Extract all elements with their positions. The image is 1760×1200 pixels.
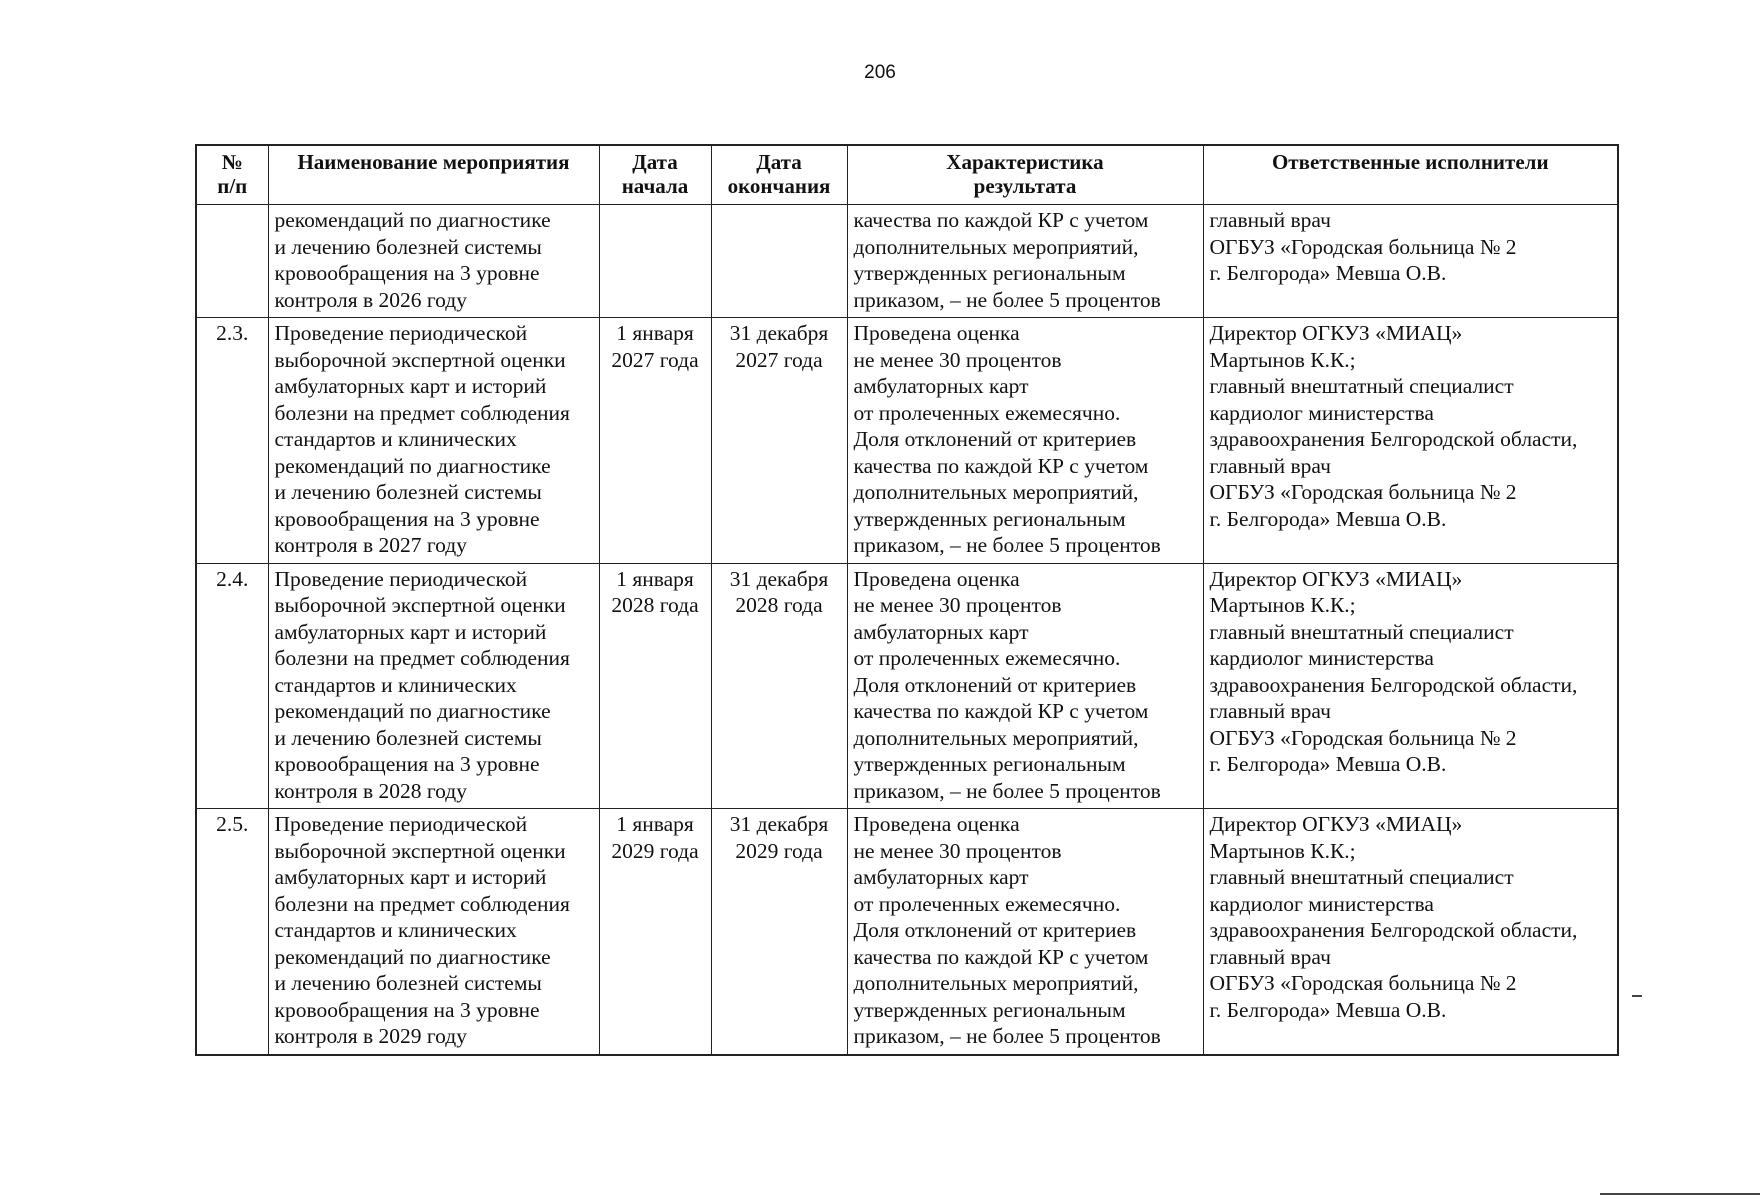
cell-line: от пролеченных ежемесячно.	[853, 646, 1121, 670]
result-cell	[847, 809, 1203, 1055]
cell-line: Мартынов К.К.;	[1209, 593, 1356, 617]
measure-name-cell	[268, 205, 599, 318]
cell-line: кровообращения на 3 уровне	[274, 506, 540, 531]
row-number-cell: 2.5.	[196, 809, 268, 1055]
cell-line: болезни на предмет соблюдения	[274, 891, 570, 916]
row-number-cell: 2.4.	[196, 563, 268, 809]
cell-line: утвержденных региональным	[853, 506, 1126, 531]
cell-line: и лечению болезней системы	[274, 480, 542, 504]
cell-line: качества по каждой КР с учетом	[853, 208, 1149, 232]
cell-line: Доля отклонений от критериев	[853, 427, 1137, 451]
cell-line: г. Белгорода» Мевша О.В.	[1209, 752, 1447, 776]
header-result	[847, 145, 1203, 205]
cell-line: главный внештатный специалист	[1209, 374, 1514, 398]
cell-line: главный внештатный специалист	[1209, 865, 1514, 889]
page-number: 206	[864, 62, 896, 83]
scan-mark-right	[1632, 995, 1642, 997]
cell-line: главный внештатный специалист	[1209, 619, 1514, 644]
cell-line: 2027 года	[611, 347, 699, 372]
cell-line: рекомендаций по диагностике	[274, 944, 551, 969]
cell-line: амбулаторных карт и историй	[274, 374, 547, 398]
start-date-cell	[599, 205, 711, 318]
table-body	[196, 205, 1618, 1055]
cell-line: Доля отклонений от критериев	[853, 672, 1137, 697]
cell-line: утвержденных региональным	[853, 261, 1126, 285]
cell-line: г. Белгорода» Мевша О.В.	[1209, 997, 1447, 1022]
cell-line: приказом, – не более 5 процентов	[853, 287, 1161, 312]
cell-line: Проведение периодической	[274, 321, 528, 345]
cell-line: не менее 30 процентов	[853, 838, 1062, 863]
cell-line: амбулаторных карт и историй	[274, 619, 547, 644]
cell-line: главный врач	[1209, 208, 1331, 232]
cell-line: контроля в 2026 году	[274, 287, 467, 312]
end-date-cell	[711, 205, 847, 318]
cell-line: главный врач	[1209, 453, 1331, 478]
scan-mark-bottom	[1600, 1193, 1760, 1195]
cell-line: рекомендаций по диагностике	[274, 453, 551, 478]
cell-line: от пролеченных ежемесячно.	[853, 400, 1121, 425]
cell-line: г. Белгорода» Мевша О.В.	[1209, 261, 1447, 285]
header-num	[196, 145, 268, 205]
cell-line: болезни на предмет соблюдения	[274, 400, 570, 425]
cell-line: стандартов и клинических	[274, 427, 517, 451]
cell-line: Директор ОГКУЗ «МИАЦ»	[1209, 812, 1463, 836]
cell-line: 2029 года	[735, 838, 823, 863]
cell-line: Доля отклонений от критериев	[853, 918, 1137, 942]
cell-line: рекомендаций по диагностике	[274, 699, 551, 723]
cell-line: Ответственные исполнители	[1271, 150, 1549, 174]
cell-line: Директор ОГКУЗ «МИАЦ»	[1209, 321, 1463, 345]
cell-line: Проведена оценка	[853, 812, 1020, 836]
header-executors	[1203, 145, 1618, 205]
cell-line: кровообращения на 3 уровне	[274, 752, 540, 776]
cell-line: Дата	[632, 150, 678, 174]
measure-name-cell	[268, 318, 599, 564]
executors-cell	[1203, 563, 1618, 809]
cell-line: Проведение периодической	[274, 812, 528, 836]
cell-line: главный врач	[1209, 944, 1331, 969]
cell-line: 31 декабря	[729, 566, 829, 591]
cell-line: амбулаторных карт	[853, 374, 1029, 398]
cell-line: п/п	[217, 174, 248, 198]
cell-line: начала	[621, 174, 689, 198]
cell-line: рекомендаций по диагностике	[274, 208, 551, 232]
cell-line: здравоохранения Белгородской области,	[1209, 918, 1578, 942]
result-cell	[847, 318, 1203, 564]
cell-line: 1 января	[616, 321, 694, 345]
cell-line: контроля в 2028 году	[274, 778, 467, 803]
cell-line: Дата	[756, 150, 802, 174]
cell-line: утвержденных региональным	[853, 997, 1126, 1022]
cell-line: здравоохранения Белгородской области,	[1209, 427, 1578, 451]
cell-line: результата	[973, 174, 1077, 198]
cell-line: не менее 30 процентов	[853, 347, 1062, 372]
cell-line: болезни на предмет соблюдения	[274, 646, 570, 670]
cell-line: дополнительных мероприятий,	[853, 725, 1139, 750]
cell-line: 2028 года	[735, 593, 823, 617]
cell-line: приказом, – не более 5 процентов	[853, 778, 1161, 803]
cell-line: 2027 года	[735, 347, 823, 372]
cell-line: кардиолог министерства	[1209, 891, 1434, 916]
cell-line: контроля в 2029 году	[274, 1024, 467, 1048]
cell-line: приказом, – не более 5 процентов	[853, 533, 1161, 557]
cell-line: дополнительных мероприятий,	[853, 234, 1139, 259]
cell-line: не менее 30 процентов	[853, 593, 1062, 617]
result-cell	[847, 205, 1203, 318]
cell-line: выборочной экспертной оценки	[274, 593, 566, 617]
cell-line: Мартынов К.К.;	[1209, 347, 1356, 372]
table-row	[196, 809, 1618, 1055]
cell-line: от пролеченных ежемесячно.	[853, 891, 1121, 916]
cell-line: амбулаторных карт	[853, 865, 1029, 889]
cell-line: утвержденных региональным	[853, 752, 1126, 776]
measure-name-cell	[268, 809, 599, 1055]
end-date-cell	[711, 318, 847, 564]
start-date-cell	[599, 809, 711, 1055]
cell-line: дополнительных мероприятий,	[853, 480, 1139, 504]
cell-line: г. Белгорода» Мевша О.В.	[1209, 506, 1447, 531]
executors-cell	[1203, 809, 1618, 1055]
cell-line: ОГБУЗ «Городская больница № 2	[1209, 971, 1517, 995]
cell-line: ОГБУЗ «Городская больница № 2	[1209, 725, 1517, 750]
executors-cell	[1203, 205, 1618, 318]
cell-line: амбулаторных карт	[853, 619, 1029, 644]
cell-line: Проведение периодической	[274, 566, 528, 591]
measures-table-wrapper	[195, 144, 1617, 1056]
cell-line: 2028 года	[611, 593, 699, 617]
header-name	[268, 145, 599, 205]
cell-line: выборочной экспертной оценки	[274, 347, 566, 372]
cell-line: главный врач	[1209, 699, 1331, 723]
start-date-cell	[599, 318, 711, 564]
table-row	[196, 563, 1618, 809]
cell-line: №	[221, 150, 243, 174]
cell-line: ОГБУЗ «Городская больница № 2	[1209, 234, 1517, 259]
result-cell	[847, 563, 1203, 809]
cell-line: кардиолог министерства	[1209, 646, 1434, 670]
cell-line: Проведена оценка	[853, 321, 1020, 345]
table-header-row	[196, 145, 1618, 205]
cell-line: 31 декабря	[729, 812, 829, 836]
cell-line: окончания	[727, 174, 831, 198]
executors-cell	[1203, 318, 1618, 564]
cell-line: 1 января	[616, 812, 694, 836]
cell-line: амбулаторных карт и историй	[274, 865, 547, 889]
cell-line: Директор ОГКУЗ «МИАЦ»	[1209, 566, 1463, 591]
row-number-cell	[196, 205, 268, 318]
table-row	[196, 318, 1618, 564]
table-row	[196, 205, 1618, 318]
header-end-date	[711, 145, 847, 205]
cell-line: Наименование мероприятия	[297, 150, 570, 174]
cell-line: ОГБУЗ «Городская больница № 2	[1209, 480, 1517, 504]
cell-line: Мартынов К.К.;	[1209, 838, 1356, 863]
cell-line: Характеристика	[946, 150, 1104, 174]
cell-line: качества по каждой КР с учетом	[853, 944, 1149, 969]
cell-line: кровообращения на 3 уровне	[274, 997, 540, 1022]
cell-line: кардиолог министерства	[1209, 400, 1434, 425]
cell-line: Проведена оценка	[853, 566, 1020, 591]
cell-line: контроля в 2027 году	[274, 533, 467, 557]
row-number-cell: 2.3.	[196, 318, 268, 564]
measures-table	[195, 144, 1619, 1056]
cell-line: качества по каждой КР с учетом	[853, 453, 1149, 478]
cell-line: и лечению болезней системы	[274, 971, 542, 995]
header-start-date	[599, 145, 711, 205]
cell-line: 31 декабря	[729, 321, 829, 345]
cell-line: дополнительных мероприятий,	[853, 971, 1139, 995]
measure-name-cell	[268, 563, 599, 809]
cell-line: и лечению болезней системы	[274, 234, 542, 259]
cell-line: выборочной экспертной оценки	[274, 838, 566, 863]
cell-line: 2029 года	[611, 838, 699, 863]
start-date-cell	[599, 563, 711, 809]
cell-line: стандартов и клинических	[274, 672, 517, 697]
cell-line: здравоохранения Белгородской области,	[1209, 672, 1578, 697]
cell-line: стандартов и клинических	[274, 918, 517, 942]
cell-line: 1 января	[616, 566, 694, 591]
cell-line: качества по каждой КР с учетом	[853, 699, 1149, 723]
end-date-cell	[711, 809, 847, 1055]
cell-line: и лечению болезней системы	[274, 725, 542, 750]
end-date-cell	[711, 563, 847, 809]
cell-line: приказом, – не более 5 процентов	[853, 1024, 1161, 1048]
cell-line: кровообращения на 3 уровне	[274, 261, 540, 285]
